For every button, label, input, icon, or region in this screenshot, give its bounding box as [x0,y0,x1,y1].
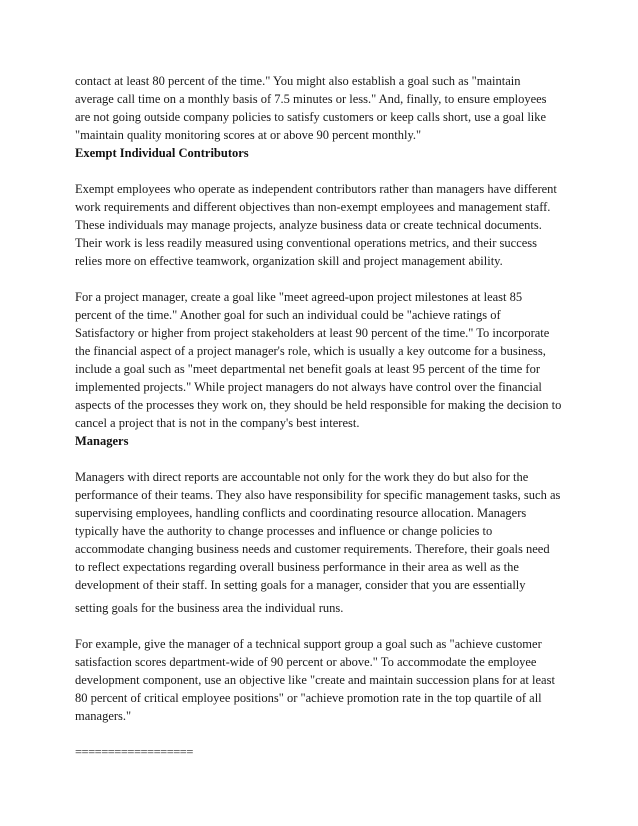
paragraph-exempt-employees [75,180,575,270]
text-line: accommodate changing business needs and customer requirements. Therefore, their goals need [75,542,550,556]
text-line: performance of their teams. They also have responsibility for specific management tasks, such as [75,488,561,502]
text-line: Managers with direct reports are accountable not only for the work they do but also for the [75,470,529,484]
paragraph-gap [75,162,575,180]
text-line: Exempt employees who operate as independent contributors rather than managers have different [75,182,557,196]
paragraph-gap [75,725,575,743]
paragraph-example [75,635,575,725]
text-line: average call time on a monthly basis of 7.5 minutes or less." And, finally, to ensure employees [75,92,547,106]
text-line: work requirements and different objectives than non-exempt employees and management staff. [75,200,551,214]
paragraph-managers [75,468,575,617]
text-line: contact at least 80 percent of the time." You might also establish a goal such as "maintain [75,74,521,88]
text-line: Their work is less readily measured using conventional operations metrics, and their success [75,236,538,250]
text-line: setting goals for the business area the individual runs. [75,601,344,615]
text-line: For example, give the manager of a technical support group a goal such as "achieve customer [75,637,542,651]
text-line: "maintain quality monitoring scores at or above 90 percent monthly." [75,128,422,142]
text-line: Satisfactory or higher from project stakeholders at least 90 percent of the time." To incorporate [75,326,550,340]
section-heading-exempt: Exempt Individual Contributors [75,146,249,160]
text-line: supervising employees, handling conflicts and coordinating resource allocation. Managers [75,506,527,520]
paragraph-gap [75,270,575,288]
text-line: include a goal such as "meet departmental net benefit goals at least 95 percent of the time for [75,362,540,376]
text-line: satisfaction scores department-wide of 90 percent or above." To accommodate the employee [75,655,537,669]
text-line: managers." [75,709,132,723]
text-line: These individuals may manage projects, analyze business data or create technical documents. [75,218,542,232]
text-line: cancel a project that is not in the company's best interest. [75,416,360,430]
text-line: development of their staff. In setting goals for a manager, consider that you are essentially [75,578,526,592]
text-line: aspects of the processes they work on, they should be held responsible for making the decision to [75,398,562,412]
text-line: typically have the authority to change processes and influence or change policies to [75,524,493,538]
text-line: implemented projects." While project managers do not always have control over the financial [75,380,542,394]
text-line: For a project manager, create a goal like "meet agreed-upon project milestones at least 85 [75,290,523,304]
paragraph-gap [75,450,575,468]
paragraph-project-manager [75,288,575,432]
paragraph-gap [75,617,575,635]
text-line: relies more on effective teamwork, organization skill and project management ability. [75,254,503,268]
text-line: are not going outside company policies to satisfy customers or keep calls short, use a goal like [75,110,547,124]
text-line: the financial aspect of a project manager's role, which is usually a key outcome for a business, [75,344,546,358]
paragraph-continuation [75,72,575,144]
text-line: development component, use an objective like "create and maintain succession plans for at least [75,673,555,687]
section-heading-managers: Managers [75,434,129,448]
separator-line: ================== [75,745,193,759]
text-line: percent of the time." Another goal for such an individual could be "achieve ratings of [75,308,501,322]
document-body [75,72,575,761]
text-line: 80 percent of critical employee positions" or "achieve promotion rate in the top quartile of all [75,691,542,705]
text-line: to reflect expectations regarding overall business performance in their area as well as the [75,560,519,574]
